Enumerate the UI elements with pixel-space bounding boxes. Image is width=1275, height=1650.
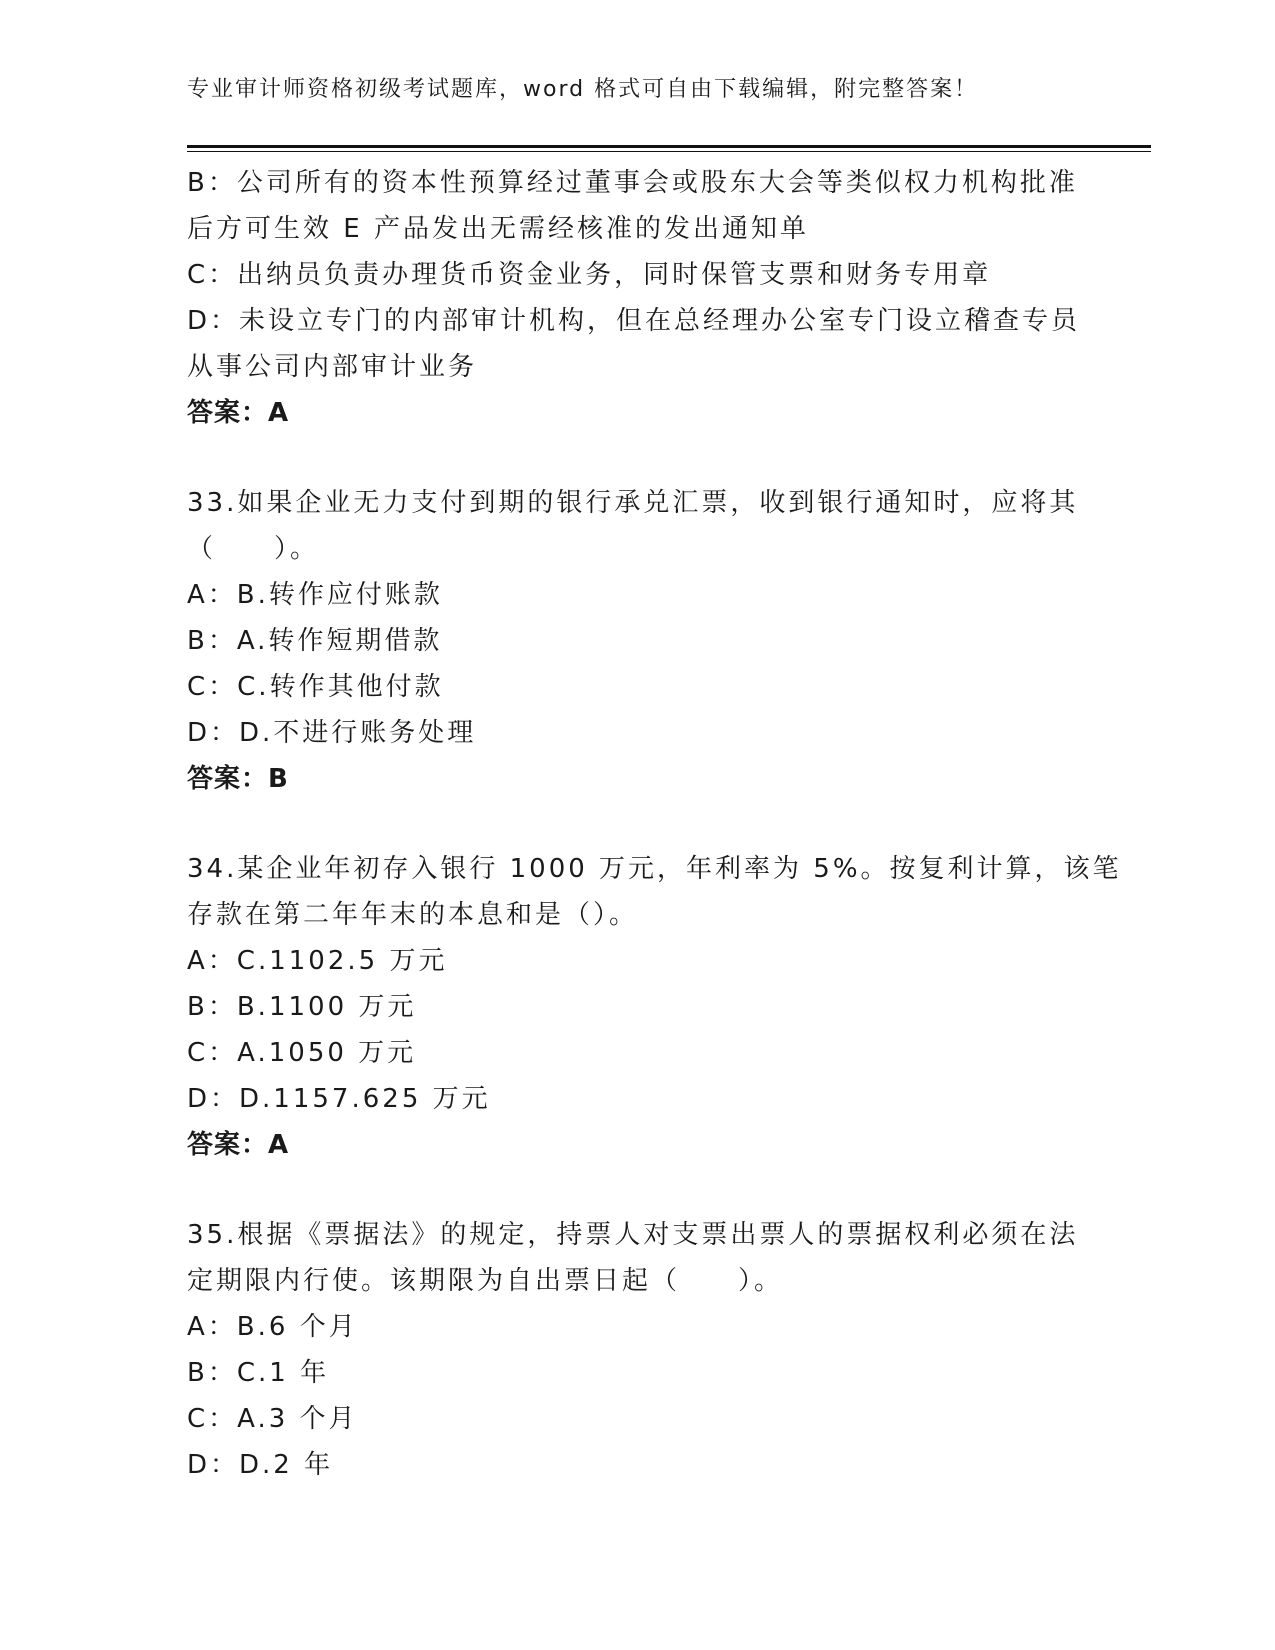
option-d: D：D.不进行账务处理 [187,718,477,748]
option-b: B：B.1100 万元 [187,992,417,1022]
answer-line: 答案：A [187,398,290,428]
question-stem: 定期限内行使。该期限为自出票日起（ ）。 [187,1266,784,1296]
option-line: C：出纳员负责办理货币资金业务，同时保管支票和财务专用章 [187,260,992,290]
question-stem: 34.某企业年初存入银行 1000 万元，年利率为 5%。按复利计算，该笔 [187,854,1122,884]
question-block-32 [187,160,1087,436]
header-rule-thick [187,145,1151,148]
option-line: 后方可生效 E 产品发出无需经核准的发出通知单 [187,214,809,244]
header-rule-thin [187,151,1151,152]
question-block-33 [187,480,1087,802]
question-block-34 [187,846,1122,1168]
answer-line: 答案：A [187,1130,290,1160]
option-b: B：C.1 年 [187,1358,330,1388]
document-body [187,160,1122,1488]
question-block-35 [187,1212,1087,1488]
option-c: C：A.1050 万元 [187,1038,417,1068]
answer-line: 答案：B [187,764,289,794]
option-b: B：A.转作短期借款 [187,626,443,656]
question-stem: 存款在第二年年末的本息和是（）。 [187,900,639,930]
question-stem: （ ）。 [187,534,320,564]
option-line: D：未设立专门的内部审计机构，但在总经理办公室专门设立稽查专员 [187,306,1081,336]
page-header: 专业审计师资格初级考试题库，word 格式可自由下载编辑，附完整答案！ [187,77,979,102]
option-c: C：C.转作其他付款 [187,672,444,702]
option-d: D：D.1157.625 万元 [187,1084,491,1114]
option-d: D：D.2 年 [187,1450,334,1480]
option-line: B：公司所有的资本性预算经过董事会或股东大会等类似权力机构批准 [187,168,1078,198]
option-a: A：C.1102.5 万元 [187,946,448,976]
option-a: A：B.转作应付账款 [187,580,443,610]
question-stem: 35.根据《票据法》的规定，持票人对支票出票人的票据权利必须在法 [187,1220,1079,1250]
question-stem: 33.如果企业无力支付到期的银行承兑汇票，收到银行通知时，应将其 [187,488,1079,518]
option-c: C：A.3 个月 [187,1404,358,1434]
option-a: A：B.6 个月 [187,1312,358,1342]
option-line: 从事公司内部审计业务 [187,352,478,382]
